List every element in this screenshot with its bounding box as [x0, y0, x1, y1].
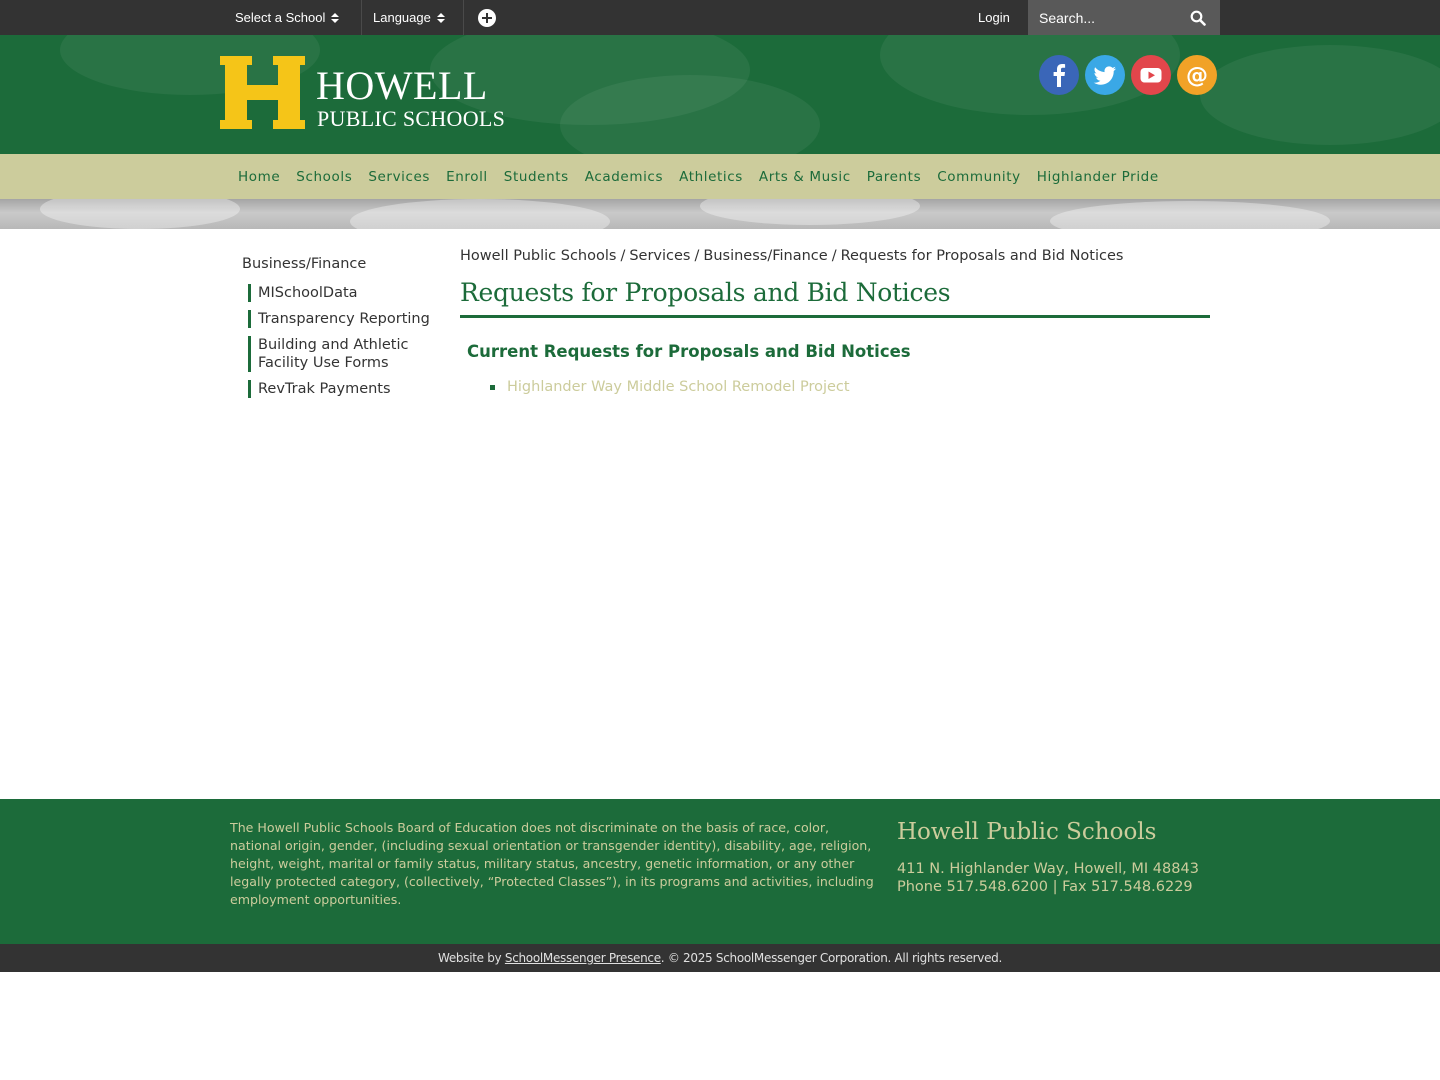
nav-item-home[interactable]: Home [238, 168, 281, 185]
copyright-bar [0, 944, 1440, 972]
sidebar-item-facility-use-forms[interactable]: Building and Athletic Facility Use Forms [248, 336, 442, 372]
nav-item-students[interactable]: Students [503, 168, 569, 185]
nav-item-community[interactable]: Community [937, 168, 1021, 185]
logo-name: HOWELL [316, 63, 488, 108]
search-icon[interactable] [1190, 10, 1206, 26]
svg-text:@: @ [1186, 63, 1208, 89]
notice-list [490, 379, 1210, 395]
section-heading: Current Requests for Proposals and Bid Notices [467, 342, 911, 361]
nav-item-parents[interactable]: Parents [866, 168, 922, 185]
select-arrows-icon [437, 13, 445, 23]
nav-item-arts-music[interactable]: Arts & Music [758, 168, 851, 185]
strip-cloud [350, 199, 610, 229]
school-select[interactable] [220, 0, 361, 35]
nav-item-schools[interactable]: Schools [296, 168, 353, 185]
sidebar-item-mischooldata[interactable]: MISchoolData [248, 284, 442, 302]
breadcrumb-item[interactable]: Services [629, 248, 691, 264]
logo-h-mark [220, 56, 305, 129]
facebook-icon[interactable] [1039, 55, 1079, 95]
breadcrumb-current: Requests for Proposals and Bid Notices [840, 248, 1124, 264]
copyright-suffix: . © 2025 SchoolMessenger Corporation. All rights reserved. [660, 951, 1003, 965]
strip-cloud [1050, 201, 1330, 229]
nav-item-enroll[interactable]: Enroll [446, 168, 488, 185]
select-arrows-icon [331, 13, 339, 23]
logo-subtitle: PUBLIC SCHOOLS [317, 106, 506, 131]
notice-item [490, 379, 1210, 395]
district-logo[interactable] [220, 56, 510, 132]
breadcrumb-separator: / [620, 248, 626, 264]
sidebar-item-revtrak-payments[interactable]: RevTrak Payments [248, 380, 442, 398]
youtube-icon[interactable] [1131, 55, 1171, 95]
bullet-icon [490, 385, 495, 390]
main-content [460, 248, 1210, 395]
nav-item-academics[interactable]: Academics [584, 168, 664, 185]
footer-phone: Phone 517.548.6200 | Fax 517.548.6229 [897, 879, 1193, 895]
footer-org-name: Howell Public Schools [897, 819, 1157, 845]
breadcrumb-separator: / [694, 248, 700, 264]
sidebar-item-transparency-reporting[interactable]: Transparency Reporting [248, 310, 442, 328]
breadcrumb-item[interactable]: Howell Public Schools [460, 248, 617, 264]
strip-cloud [700, 199, 920, 225]
nav-item-athletics[interactable]: Athletics [679, 168, 743, 185]
email-icon[interactable] [1177, 55, 1217, 95]
notice-link[interactable]: Highlander Way Middle School Remodel Project [507, 379, 850, 395]
strip-cloud [40, 199, 240, 229]
nondiscrimination-statement: The Howell Public Schools Board of Education does not discriminate on the basis of race, color, national origin, gender, (including sexual orientation or transgender identity), disability, age, religion, height, weight, marital or family status, military status, ancestry, genetic information, or any other legally protected category, (collectively, “Protected Classes”), in its programs and activities, including employment opportunities. [230, 820, 874, 907]
breadcrumb-separator: / [831, 248, 837, 264]
nav-item-highlander-pride[interactable]: Highlander Pride [1036, 168, 1159, 185]
breadcrumb [460, 248, 1210, 264]
sidebar-title[interactable]: Business/Finance [242, 256, 367, 272]
main-nav [0, 154, 1440, 199]
language-select-label: Language [373, 10, 431, 25]
language-select[interactable] [361, 0, 464, 35]
utility-bar [0, 0, 1440, 35]
header-photo-strip [0, 199, 1440, 229]
site-header [0, 35, 1440, 154]
login-link[interactable]: Login [978, 10, 1010, 25]
copyright-prefix: Website by [437, 951, 505, 965]
header-cloud [1200, 45, 1440, 145]
plus-circle-icon[interactable] [478, 9, 496, 27]
nav-item-services[interactable]: Services [368, 168, 431, 185]
site-footer [0, 799, 1440, 944]
twitter-icon[interactable] [1085, 55, 1125, 95]
breadcrumb-item[interactable]: Business/Finance [703, 248, 828, 264]
page-title: Requests for Proposals and Bid Notices [460, 278, 1210, 318]
sidebar [242, 256, 442, 406]
search-input[interactable] [1028, 0, 1178, 35]
footer-address: 411 N. Highlander Way, Howell, MI 48843 [897, 861, 1199, 877]
school-select-label: Select a School [235, 10, 326, 25]
search-box [1028, 0, 1220, 35]
schoolmessenger-link[interactable]: SchoolMessenger Presence [504, 951, 661, 965]
